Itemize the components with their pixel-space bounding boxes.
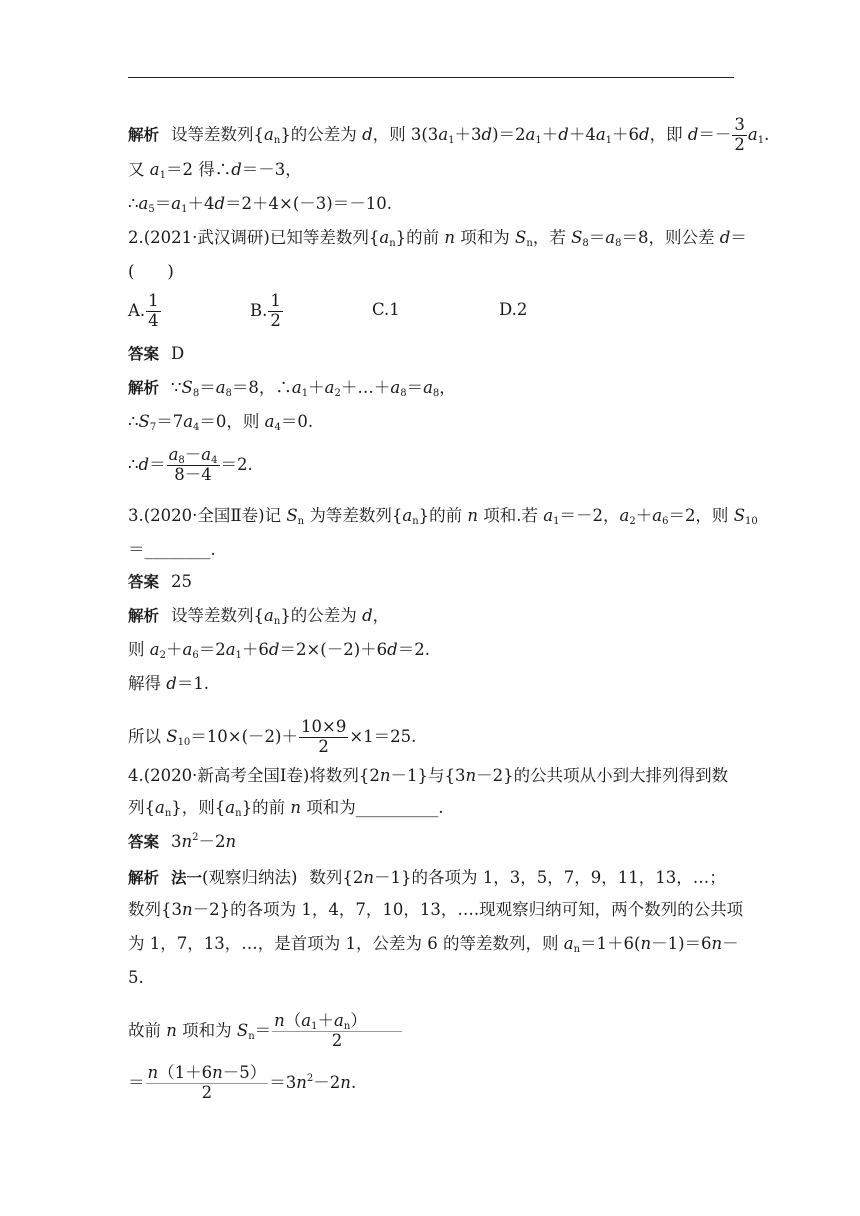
q2-answer: D — [171, 344, 185, 363]
answer-label: 答案 — [128, 345, 160, 363]
solution-label: 解析 — [128, 125, 160, 144]
fraction: $\frac{1}{2}$ — [270, 291, 281, 330]
q3-stem-line-1: 3.(2020·全国Ⅱ卷)记 $S_n$ 为等差数列$\{a_n\}$的前 n 项和.若 $a_1=-2$，$a_2+a_6=2$，则 $S_{10}$ — [128, 506, 758, 527]
q4-stem-line-1: 4.(2020·新高考全国Ⅰ卷)将数列{2n－1}与{3n－2}的公共项从小到大排列得到数 — [128, 766, 729, 785]
fraction: $\frac{n(1+6n-5)}{2}$ — [147, 1063, 267, 1102]
q2-option-d: D.2 — [499, 300, 528, 319]
fraction: $\frac{10\times 9}{2}$ — [301, 717, 347, 756]
q4-solution-line-3: 为 1，7，13，…，是首项为 1，公差为 6 的等差数列，则 $a_n=1+6(n-1)=6n-$ — [128, 934, 739, 955]
q3-answer-line — [128, 572, 192, 592]
solution-label: 解析 — [128, 869, 160, 887]
q2-option-b: B. $\frac{1}{2}$ — [250, 291, 281, 330]
q2-stem-line-2: ( ) — [128, 262, 174, 281]
solution-label: 解析 — [128, 379, 160, 397]
q2-stem-line-1: 2.(2021·武汉调研)已知等差数列$\{a_n\}$的前 n 项和为 $S_n$，若 $S_8=a_8=8$，则公差 d＝ — [128, 228, 747, 249]
p1-solution-line-2: 又 $a_1=2$ 得∴d＝－3， — [128, 160, 302, 181]
q2-answer-line — [128, 344, 184, 364]
p1-solution-line-3: $\therefore a_5=a_1+4d=2+4\times(-3)=-10$. — [128, 194, 392, 215]
q4-solution-line-6: ＝ $\frac{n(1+6n-5)}{2}$ $=3n^2-2n$. — [128, 1063, 357, 1102]
p1-solution-line-1: 解析 设等差数列$\{a_n\}$的公差为 d，则 $3(3a_1+3d)=2a_1+d+4a_1+6d$，即 d＝－ $\frac{3}{2}$ $a_1$. — [128, 115, 770, 154]
fraction: $\frac{1}{4}$ — [148, 291, 159, 330]
q3-solution-line-4: 所以 $S_{10}=10\times(-2)+$ $\frac{10\times 9}{2}$ ×1＝25. — [128, 717, 417, 756]
q3-stem-line-2: ＝________. — [128, 540, 216, 559]
q2-solution-line-1: 解析 $\because S_8=a_8=8$，$\therefore a_1+a_2+\dots+a_8=a_8$， — [128, 378, 456, 399]
q3-solution-line-1: 解析 设等差数列$\{a_n\}$的公差为 d， — [128, 606, 390, 627]
fraction: $\frac{n(a_1+a_n)}{2}$ — [272, 1012, 402, 1051]
q2-solution-line-3: ∴d＝ $\frac{a_8-a_4}{8-4}$ ＝2. — [128, 445, 253, 484]
solution-label: 解析 — [128, 607, 160, 625]
q2-solution-line-2: $\therefore S_7=7a_4=0$，则 $a_4=0$. — [128, 412, 314, 433]
q4-stem-line-2: 列$\{a_n\}$，则$\{a_n\}$的前 n 项和为__________. — [128, 798, 444, 819]
answer-label: 答案 — [128, 573, 160, 591]
q4-answer-line — [128, 832, 236, 852]
q4-solution-line-2: 数列{3n－2}的各项为 1，4，7，10，13，….现观察归纳可知，两个数列的公共项 — [128, 900, 744, 919]
fraction: $\frac{a_8-a_4}{8-4}$ — [168, 445, 218, 484]
q4-answer: $3n^2-2n$ — [171, 832, 237, 851]
q2-option-c: C.1 — [372, 300, 400, 319]
q4-solution-line-5: 故前 n 项和为 $S_n=$ $\frac{n(a_1+a_n)}{2}$ — [128, 1012, 403, 1051]
q4-solution-line-1: 解析 法一(观察归纳法) 数列{2n－1}的各项为 1，3，5，7，9，11，13，…； — [128, 868, 726, 887]
method-label: 法一 — [171, 869, 203, 887]
q3-answer: 25 — [171, 572, 193, 591]
q3-solution-line-2: 则 $a_2+a_6=2a_1+6d=2\times(-2)+6d=2$. — [128, 640, 430, 661]
q2-option-a: A. $\frac{1}{4}$ — [128, 291, 159, 330]
q4-solution-line-4: 5. — [128, 968, 144, 987]
fraction: $\frac{3}{2}$ — [734, 115, 745, 154]
header-rule — [128, 77, 734, 78]
answer-label: 答案 — [128, 833, 160, 851]
q3-solution-line-3: 解得 d＝1. — [128, 674, 210, 693]
